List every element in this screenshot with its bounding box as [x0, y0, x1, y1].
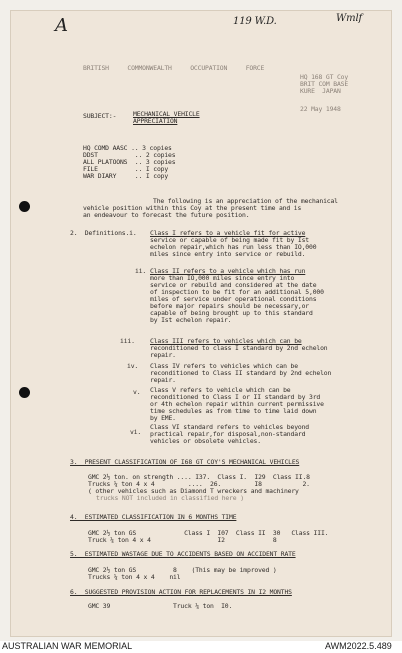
archive-reference: AWM2022.5.489: [325, 641, 392, 651]
class-v-line: by EME.: [150, 414, 176, 422]
header-base: BRIT COM BASE: [300, 80, 349, 88]
class-iv-line: reconditioned to Class II standard by 2nd echelon: [150, 369, 332, 377]
section-3-heading: 3. PRESENT CLASSIFICATION OF I68 GT COY'S MECHANICAL VEHICLES: [70, 458, 300, 466]
class-vi-line: Class VI standard refers to vehicles beyond: [150, 423, 309, 431]
section-4-row: Truck ¼ ton 4 x 4 I2 8: [88, 536, 277, 544]
subject-line-1: MECHANICAL VEHICLE: [133, 110, 200, 118]
class-ii-line: service or rebuild and considered at the date: [150, 281, 317, 289]
class-iii-line: repair.: [150, 351, 176, 359]
section-6-row: GMC 39 Truck ¼ ton I0.: [88, 602, 233, 610]
definitions-heading: 2. Definitions.i.: [70, 229, 137, 237]
section-3-row: GMC 2½ ton. on strength .... I37. Class I. I29 Class II.8: [88, 473, 310, 481]
class-v-line: or 4th echelon repair within current permissive: [150, 400, 324, 408]
class-vi-number: vi.: [130, 428, 142, 436]
section-5-row: GMC 2½ ton GS 8 (This may be improved ): [88, 566, 277, 574]
header-organisation: BRITISH COMMONWEALTH OCCUPATION FORCE: [83, 64, 265, 72]
class-ii-line: by Ist echelon repair.: [150, 316, 232, 324]
handwritten-mark: A: [55, 15, 68, 36]
class-iii-number: iii.: [120, 337, 135, 345]
class-ii-line: Class II refers to a vehicle which has run: [150, 267, 306, 275]
distribution-line: DDST .. 2 copies: [83, 151, 176, 159]
class-vi-line: vehicles or obsolete vehicles.: [150, 437, 261, 445]
class-ii-number: ii.: [135, 267, 147, 275]
subject-label: SUBJECT:-: [83, 112, 117, 120]
class-ii-line: miles of service under operational conditions: [150, 295, 317, 303]
class-i-line: echelon repair,which has run less than IO,000: [150, 243, 317, 251]
section-5-row: Trucks ¼ ton 4 x 4 nil: [88, 573, 181, 581]
class-v-line: time schedules as from time to time laid down: [150, 407, 317, 415]
punch-hole: [19, 387, 30, 398]
class-iv-line: repair.: [150, 376, 176, 384]
class-ii-line: capable of being brought up to this standard: [150, 309, 313, 317]
header-location: KURE JAPAN: [300, 87, 341, 95]
section-4-row: GMC 2½ ton GS Class I I07 Class II 30 Class III.: [88, 529, 329, 537]
class-v-number: v.: [133, 388, 141, 396]
distribution-line: WAR DIARY .. I copy: [83, 172, 169, 180]
class-i-line: Class I refers to a vehicle fit for active: [150, 229, 306, 237]
section-4-heading: 4. ESTIMATED CLASSIFICATION IN 6 MONTHS TIME: [70, 513, 237, 521]
intro-line: vehicle position within this Coy at the present time and is: [83, 204, 302, 212]
archive-footer: [0, 641, 402, 653]
class-ii-line: more than IO,000 miles since entry into: [150, 274, 295, 282]
class-iv-number: iv.: [127, 362, 139, 370]
section-3-row: Trucks ¼ ton 4 x 4 .... 26. I8 2.: [88, 480, 310, 488]
archive-name: AUSTRALIAN WAR MEMORIAL: [2, 641, 133, 651]
header-date: 22 May 1948: [300, 105, 341, 113]
intro-line: an endeavour to forecast the future position.: [83, 211, 250, 219]
class-ii-line: of inspection to be fit for an additional 5,000: [150, 288, 324, 296]
distribution-line: FILE .. I copy: [83, 165, 169, 173]
section-6-heading: 6. SUGGESTED PROVISION ACTION FOR REPLACEMENTS IN I2 MONTHS: [70, 588, 292, 596]
class-iv-line: Class IV refers to vehicles which can be: [150, 362, 298, 370]
section-5-heading: 5. ESTIMATED WASTAGE DUE TO ACCIDENTS BASED ON ACCIDENT RATE: [70, 550, 296, 558]
class-vi-line: practical repair,for disposal,non-standard: [150, 430, 306, 438]
handwritten-reference: 119 W.D.: [233, 16, 277, 27]
class-iii-line: Class III refers to vehicles which can be: [150, 337, 302, 345]
intro-line: The following is an appreciation of the mechanical: [153, 197, 338, 205]
distribution-line: HQ COMD AASC .. 3 copies: [83, 144, 172, 152]
distribution-line: ALL PLATOONS .. 3 copies: [83, 158, 176, 166]
section-3-row: ( other vehicles such as Diamond T wreckers and machinery: [88, 487, 299, 495]
class-v-line: reconditioned to Class I or II standard by 3rd: [150, 393, 321, 401]
class-ii-line: before major repairs should be necessary,or: [150, 302, 309, 310]
section-3-row: trucks NOT included in classified here ): [96, 494, 244, 502]
handwritten-initials: Wmlf: [336, 13, 363, 24]
class-i-line: service or capable of being made fit by Ist: [150, 236, 309, 244]
class-iii-line: reconditioned to class I standard by 2nd echelon: [150, 344, 328, 352]
subject-line-2: APPRECIATION: [133, 117, 178, 125]
header-unit: HQ 168 GT Coy: [300, 73, 349, 81]
class-v-line: Class V refers to vehicle which can be: [150, 386, 291, 394]
class-i-line: miles since entry into service or rebuild.: [150, 250, 306, 258]
punch-hole: [19, 201, 30, 212]
